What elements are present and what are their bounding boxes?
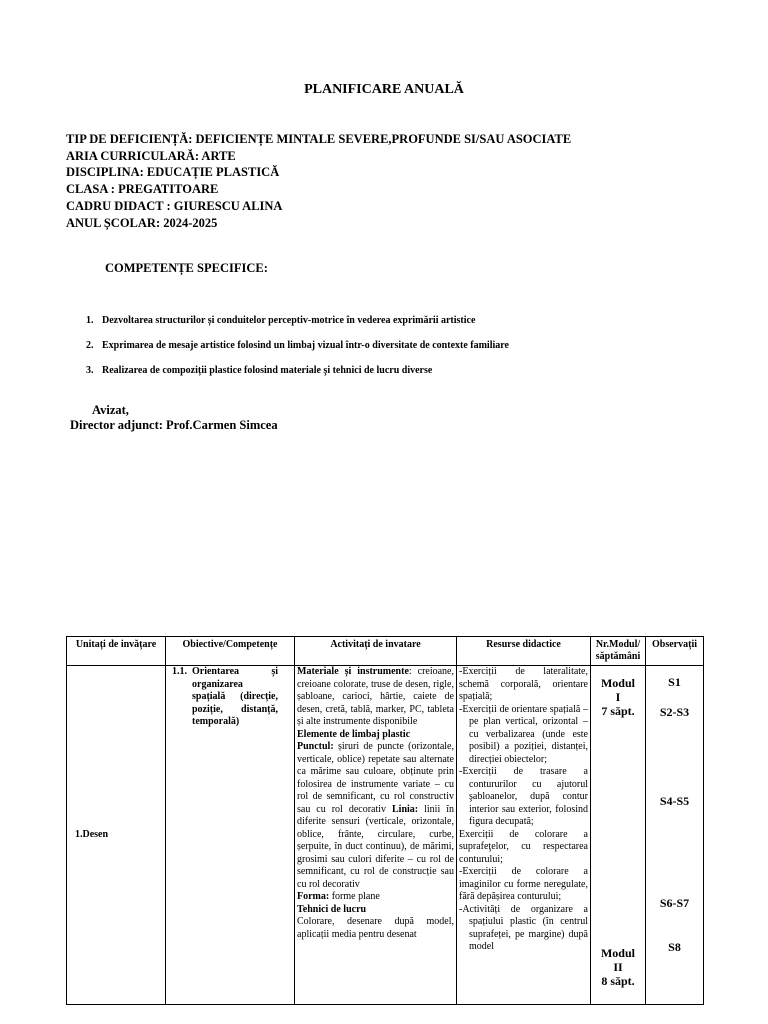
discipline: DISCIPLINA: EDUCAȚIE PLASTICĂ (66, 165, 280, 180)
column-header: Nr.Modul/ săptămâni (591, 637, 646, 666)
module-cell (591, 666, 646, 1005)
elements-label: Elemente de limbaj plastic (297, 728, 411, 740)
week-label: S1 (668, 675, 681, 689)
page-title: PLANIFICARE ANUALĂ (304, 82, 464, 97)
list-item: 1. Dezvoltarea structurilor și conduitelor perceptiv-motrice în vederea exprimării artistice (86, 315, 476, 326)
techniques-text: Colorare, desenare după model, aplicații media pentru desenat (297, 916, 454, 940)
table-header-row (67, 637, 704, 666)
document-meta (66, 131, 571, 231)
resources-cell (457, 666, 591, 1005)
objective-number: 1.1. (172, 666, 187, 677)
objective-text: Orientarea și organizarea spațială (direcție, poziție, distanță, temporală) (192, 666, 278, 727)
form-label: Forma: (297, 891, 330, 902)
competences-list (86, 315, 686, 390)
materials-label: Materiale și instrumente (297, 666, 409, 677)
list-item: 2. Exprimarea de mesaje artistice folosind un limbaj vizual într-o diversitate de contexte familiare (86, 340, 509, 351)
deficiency-type: TIP DE DEFICIENȚĂ: DEFICIENȚE MINTALE SEVERE,PROFUNDE SI/SAU ASOCIATE (66, 132, 572, 146)
competences-heading: COMPETENȚE SPECIFICE: (105, 261, 268, 275)
point-label: Punctul: (297, 741, 334, 752)
observations-cell (646, 666, 704, 1005)
competence-text: Dezvoltarea structurilor și conduitelor perceptiv-motrice în vederea exprimării artistice (102, 315, 476, 326)
week-label: S4-S5 (659, 794, 690, 808)
competence-text: Realizarea de compoziții plastice folosind materiale şi tehnici de lucru diverse (102, 365, 433, 376)
list-item: 3. Realizarea de compoziții plastice folosind materiale şi tehnici de lucru diverse (86, 365, 433, 376)
column-header: Resurse didactice (457, 637, 591, 666)
table-row (67, 666, 704, 1005)
resource-item: -Exerciții de colorare a imaginilor cu forme neregulate, fără depășirea conturului; (459, 866, 588, 902)
week-label: S2-S3 (659, 705, 690, 719)
approval-label: Avizat, (92, 403, 129, 417)
curricular-area: ARIA CURRICULARĂ: ARTE (66, 148, 236, 163)
module-block: Modul II 8 săpt. (600, 946, 635, 988)
line-label: Linia: (392, 803, 419, 815)
competence-text: Exprimarea de mesaje artistice folosind un limbaj vizual într-o diversitate de contexte familiare (102, 340, 509, 351)
week-label: S8 (668, 940, 681, 954)
resource-item: -Activități de organizare a spațiului plastic (în centrul suprafeței, pe margine) după model (459, 903, 588, 952)
line-text: linii în diferite sensuri (verticale, orizontale, oblice, frânte, circulare, curbe, șerpuite, în duct continuu), de mărimi, grosimi sau culori diferite – cu rol de semnificant, cu rol de construcție sau cu rol decorativ (297, 803, 454, 890)
column-header: Activitați de invatare (295, 637, 457, 666)
point-text: șiruri de puncte (orizontale, verticale, oblice) repetate sau alternate ca mărime sau culoare, obținute prin folosirea de instrumente variate – cu rol de semnificant, cu rol constructiv sau cu rol decorativ (297, 741, 454, 815)
week-label: S6-S7 (659, 896, 690, 910)
planning-table (66, 636, 704, 1005)
objective-cell (166, 666, 295, 1005)
resource-item: -Exerciții de orientare spațială – pe plan vertical, orizontal – cu verbalizarea (unde este posibil) a poziției, distanței, direcției obiectelor; (459, 703, 588, 765)
learning-unit: 1.Desen (67, 666, 166, 1005)
module-block: Modul I 7 săpt. (600, 676, 635, 718)
materials-text: : creioane, creioane colorate, truse de desen, rigle, șabloane, carioci, hârtie, caiete de desen, cretă, tablă, marker, PC, tableta și alte instrumente disponibile (297, 666, 454, 727)
resource-item: -Exerciții de lateralitate, schemă corporală, orientare spațială; (459, 666, 588, 702)
column-header: Observații (646, 637, 704, 666)
activities-cell (295, 666, 457, 1005)
teacher: CADRU DIDACT : GIURESCU ALINA (66, 198, 283, 213)
form-text: forme plane (329, 891, 380, 902)
resource-item: -Exerciții de trasare a contururilor cu ajutorul şabloanelor, după contur interior sau exterior, folosind figura decupată; (459, 766, 588, 827)
column-header: Unitați de invățare (67, 637, 166, 666)
deputy-director: Director adjunct: Prof.Carmen Simcea (70, 418, 278, 432)
class: CLASA : PREGATITOARE (66, 182, 219, 197)
column-header: Obiective/Competențe (166, 637, 295, 666)
school-year: ANUL ȘCOLAR: 2024-2025 (66, 215, 218, 230)
resource-item: Exerciții de colorare a suprafeţelor, cu respectarea conturului; (459, 828, 588, 865)
techniques-label: Tehnici de lucru (297, 903, 367, 915)
